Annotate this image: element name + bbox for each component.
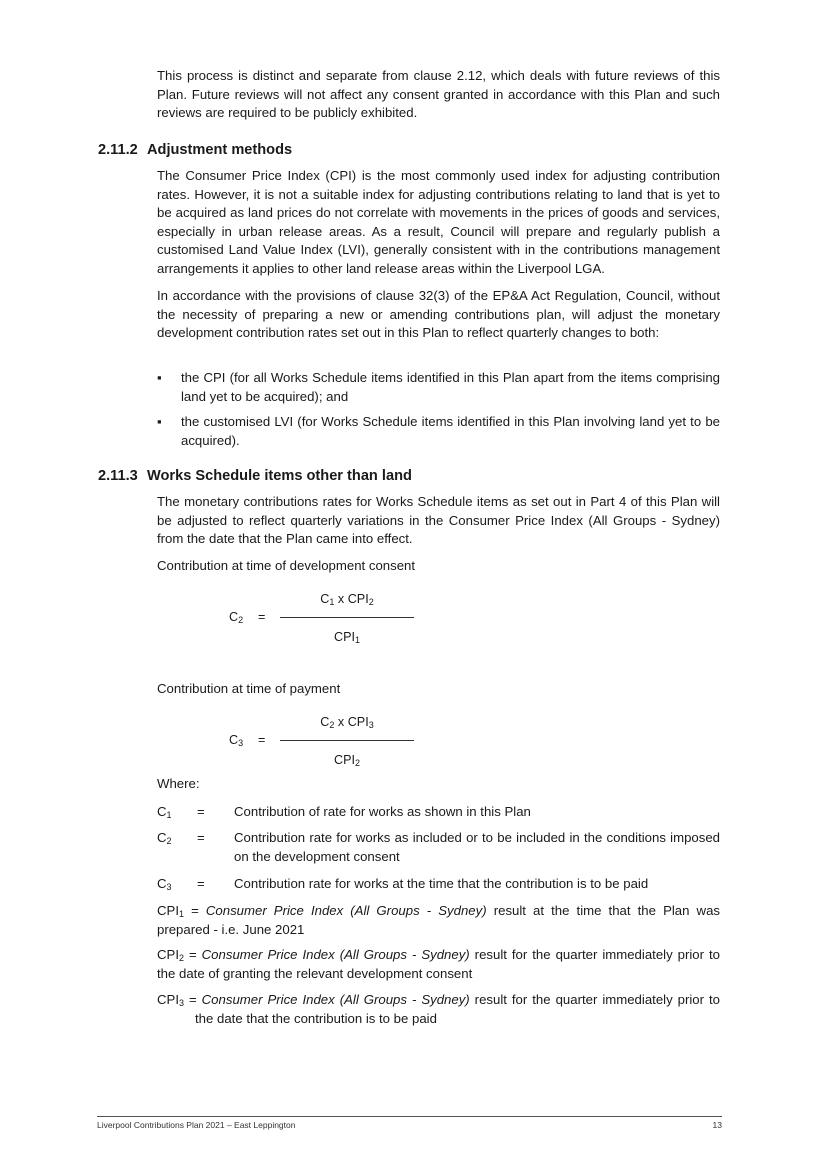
definition-text: Contribution of rate for works as shown in this Plan — [234, 804, 531, 819]
cpi-definition: $CPI_1$ = Consumer Price Index (All Groups - Sydney) result at the time that the Plan was prepared - i.e. June 2021 — [157, 903, 721, 937]
formula-caption-consent: Contribution at time of development consent — [157, 558, 416, 573]
cpi-definition: $CPI_2$ = Consumer Price Index (All Groups - Sydney) result for the quarter immediately prior to the date of granting the relevant development consent — [157, 947, 721, 981]
formula-payment — [157, 713, 457, 793]
formula-equals: = — [258, 733, 266, 747]
definition-symbol: $C_3$ — [157, 876, 172, 892]
section-title: Adjustment methods — [147, 142, 293, 158]
section-title: Works Schedule items other than land — [147, 468, 412, 484]
fraction-line — [280, 617, 414, 618]
footer-divider — [97, 1116, 722, 1117]
formula-numerator: $C_1$ x $CPI_2$ — [320, 592, 374, 607]
bullet-text: the CPI (for all Works Schedule items identified in this Plan apart from the items comprising land yet to be acquired); and — [181, 370, 720, 404]
formula-denominator: $CPI_1$ — [333, 630, 360, 645]
section-heading-2-11-2 — [98, 142, 292, 158]
adjustment-paragraph-1: The Consumer Price Index (CPI) is the most commonly used index for adjusting contribution rates. However, it is not a suitable index for adjusting contributions relating to land that is yet to be acquired as land prices do not correlate with movements in the prices of goods and services, especially in urban release areas. As a result, Council will prepare and regularly publish a customised Land Value Index (LVI), generally consistent with in the contributions management arrangements it applies to other land release areas within the Liverpool LGA. — [157, 168, 720, 276]
formula-denominator: $CPI_2$ — [333, 753, 360, 768]
bullet-marker: ▪ — [157, 370, 162, 385]
section-heading-2-11-3 — [98, 468, 412, 484]
adjustment-paragraph-2: In accordance with the provisions of clause 32(3) of the EP&A Act Regulation, Council, without the necessity of preparing a new or amending contributions plan, will adjust the monetary development contribution rates set out in this Plan to reflect quarterly changes to both: — [157, 288, 720, 341]
definition-equals: = — [197, 804, 205, 819]
formula-numerator: $C_2$ x $CPI_3$ — [320, 715, 374, 730]
formula-lhs: $C_3$ — [229, 733, 244, 748]
where-label: Where: — [157, 776, 200, 791]
formula-caption-payment: Contribution at time of payment — [157, 681, 341, 696]
fraction-line — [280, 740, 414, 741]
definition-text: Contribution rate for works at the time that the contribution is to be paid — [234, 876, 649, 891]
definition-symbol: $C_2$ — [157, 830, 172, 846]
definition-text: Contribution rate for works as included or to be included in the conditions imposed on the development consent — [234, 830, 720, 864]
formula-equals: = — [258, 610, 266, 624]
definition-equals: = — [197, 876, 205, 891]
section-number: 2.11.3 — [98, 468, 138, 484]
bullet-text: the customised LVI (for Works Schedule items identified in this Plan involving land yet to be acquired). — [181, 414, 720, 448]
footer-document-title: Liverpool Contributions Plan 2021 – East Leppington — [97, 1120, 296, 1130]
formula-lhs: $C_2$ — [229, 610, 244, 625]
cpi-definition: $CPI_3$ = Consumer Price Index (All Groups - Sydney) result for the quarter immediately prior to the date that the contribution is to be paid — [157, 992, 721, 1026]
formula-consent — [157, 590, 457, 670]
works-schedule-paragraph: The monetary contributions rates for Works Schedule items as set out in Part 4 of this Plan will be adjusted to reflect quarterly variations in the Consumer Price Index (All Groups - Sydney) from the date that the Plan came into effect. — [157, 494, 720, 547]
section-number: 2.11.2 — [98, 142, 138, 158]
definition-equals: = — [197, 830, 205, 845]
bullet-marker: ▪ — [157, 414, 162, 429]
definition-symbol: $C_1$ — [157, 804, 172, 820]
page-number: 13 — [712, 1120, 722, 1130]
intro-paragraph: This process is distinct and separate from clause 2.12, which deals with future reviews of this Plan. Future reviews will not affect any consent granted in accordance with this Plan and such reviews are required to be publicly exhibited. — [157, 68, 720, 121]
